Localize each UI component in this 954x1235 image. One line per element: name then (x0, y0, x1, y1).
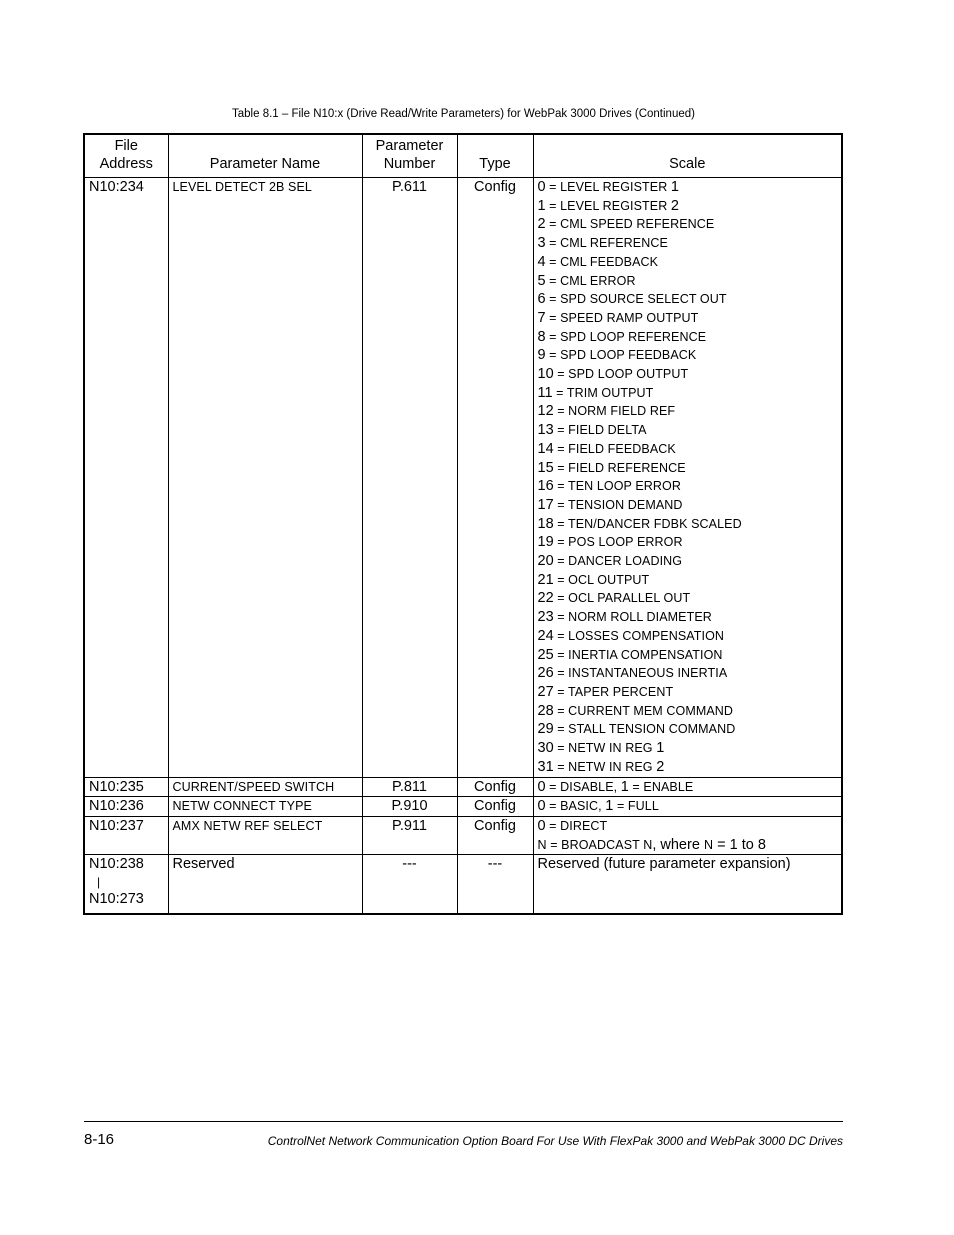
table-row-n10-236 (84, 797, 842, 817)
scale-option: 1 = LEVEL REGISTER 2 (537, 197, 679, 214)
scale-option: 21 = OCL OUTPUT (537, 571, 650, 588)
scale-option: 11 = TRIM OUTPUT (537, 384, 654, 401)
table-row-n10-237 (84, 816, 842, 854)
cell-type: --- (457, 855, 533, 914)
scale-option: 23 = NORM ROLL DIAMETER (537, 609, 712, 626)
header-file-address: File Address (84, 134, 168, 178)
cell-scale: Reserved (future parameter expansion) (533, 855, 842, 914)
header-type: Type (457, 134, 533, 178)
cell-address: N10:236 (84, 797, 168, 817)
scale-option: 15 = FIELD REFERENCE (537, 459, 686, 476)
cell-parameter-name: CURRENT/SPEED SWITCH (168, 777, 362, 797)
page-number: 8-16 (84, 1131, 115, 1148)
cell-parameter-name: Reserved (168, 855, 362, 914)
footer-divider (84, 1121, 843, 1122)
scale-option: 8 = SPD LOOP REFERENCE (537, 328, 707, 345)
scale-option: 9 = SPD LOOP FEEDBACK (537, 347, 697, 364)
scale-option: 12 = NORM FIELD REF (537, 403, 676, 420)
scale-option: 5 = CML ERROR (537, 272, 636, 289)
cell-scale: 0 = BASIC, 1 = FULL (533, 797, 842, 817)
header-scale: Scale (533, 134, 842, 178)
header-parameter-name: Parameter Name (168, 134, 362, 178)
scale-option: 27 = TAPER PERCENT (537, 683, 674, 700)
cell-address: N10:237 (84, 816, 168, 854)
parameter-table (83, 133, 843, 915)
table-header-row (84, 134, 842, 178)
scale-option: 14 = FIELD FEEDBACK (537, 440, 676, 457)
table-row-reserved (84, 855, 842, 914)
cell-address-range: N10:238 | N10:273 (84, 855, 168, 914)
cell-parameter-number: --- (362, 855, 457, 914)
scale-option: 25 = INERTIA COMPENSATION (537, 646, 723, 663)
cell-parameter-name: NETW CONNECT TYPE (168, 797, 362, 817)
scale-option: 28 = CURRENT MEM COMMAND (537, 702, 734, 719)
scale-option: 13 = FIELD DELTA (537, 422, 647, 439)
scale-option: 20 = DANCER LOADING (537, 553, 683, 570)
scale-option: 30 = NETW IN REG 1 (537, 740, 665, 757)
scale-option: 3 = CML REFERENCE (537, 235, 668, 252)
cell-address: N10:234 (84, 178, 168, 778)
scale-option: 31 = NETW IN REG 2 (537, 758, 665, 775)
scale-option: 29 = STALL TENSION COMMAND (537, 721, 736, 738)
cell-scale (533, 178, 842, 778)
scale-option: 19 = POS LOOP ERROR (537, 534, 683, 551)
scale-option: 2 = CML SPEED REFERENCE (537, 216, 715, 233)
cell-parameter-number: P.910 (362, 797, 457, 817)
scale-option: 24 = LOSSES COMPENSATION (537, 627, 725, 644)
running-footer-title: ControlNet Network Communication Option Board For Use With FlexPak 3000 and WebPak 3000 DC Drives (267, 1134, 843, 1148)
cell-type: Config (457, 816, 533, 854)
cell-type: Config (457, 797, 533, 817)
cell-parameter-name: AMX NETW REF SELECT (168, 816, 362, 854)
cell-type: Config (457, 178, 533, 778)
scale-option: 16 = TEN LOOP ERROR (537, 478, 681, 495)
header-parameter-number: Parameter Number (362, 134, 457, 178)
cell-parameter-name: LEVEL DETECT 2B SEL (168, 178, 362, 778)
cell-scale: 0 = DISABLE, 1 = ENABLE (533, 777, 842, 797)
scale-option: 18 = TEN/DANCER FDBK SCALED (537, 515, 742, 532)
cell-parameter-number: P.611 (362, 178, 457, 778)
cell-scale: 0 = DIRECT N = BROADCAST N, where N = 1 to 8 (533, 816, 842, 854)
table-caption: Table 8.1 – File N10:x (Drive Read/Write Parameters) for WebPak 3000 Drives (Continued) (232, 108, 695, 120)
table-row-n10-235 (84, 777, 842, 797)
scale-option: 6 = SPD SOURCE SELECT OUT (537, 291, 727, 308)
table-row-n10-234 (84, 178, 842, 778)
cell-parameter-number: P.811 (362, 777, 457, 797)
cell-type: Config (457, 777, 533, 797)
scale-option: 26 = INSTANTANEOUS INERTIA (537, 665, 728, 682)
scale-option: 7 = SPEED RAMP OUTPUT (537, 309, 699, 326)
scale-option: 4 = CML FEEDBACK (537, 253, 659, 270)
scale-option: 22 = OCL PARALLEL OUT (537, 590, 691, 607)
cell-address: N10:235 (84, 777, 168, 797)
scale-option: 10 = SPD LOOP OUTPUT (537, 366, 689, 383)
scale-option: 0 = LEVEL REGISTER 1 (537, 179, 679, 195)
scale-option: 17 = TENSION DEMAND (537, 496, 683, 513)
cell-parameter-number: P.911 (362, 816, 457, 854)
